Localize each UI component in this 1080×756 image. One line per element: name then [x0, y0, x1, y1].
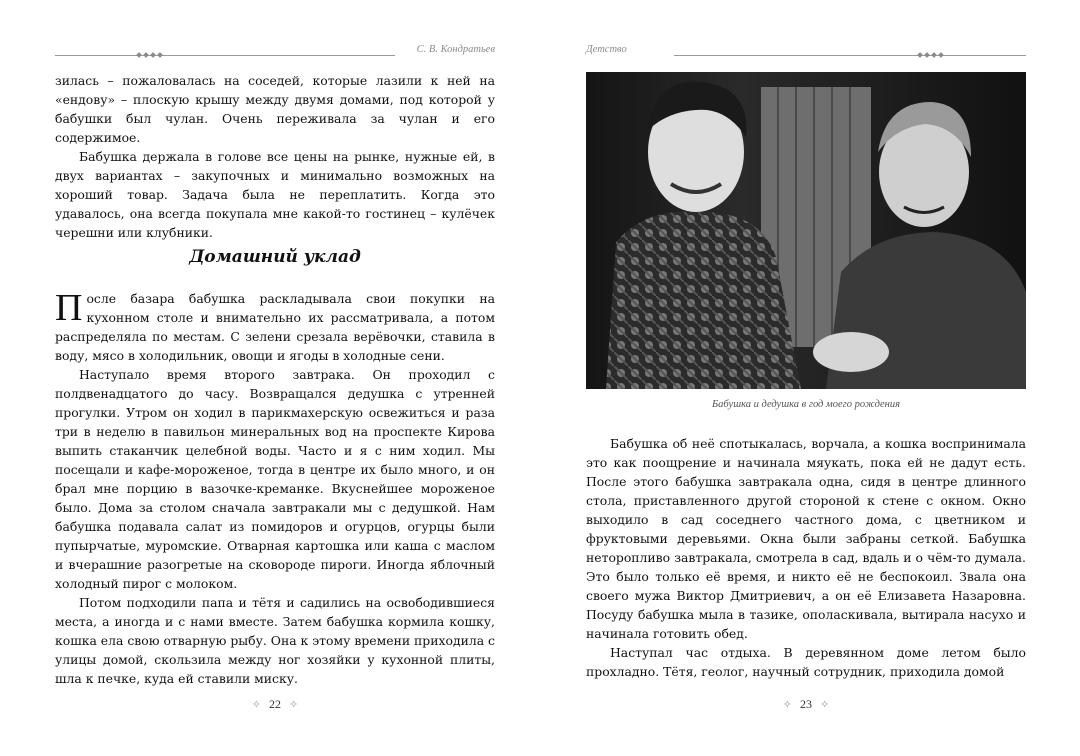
running-head-author: С. В. Кондратьев [416, 44, 495, 55]
photo-illustration [586, 72, 1026, 389]
folio-ornament: ✧ [820, 699, 830, 711]
paragraph-with-dropcap [55, 289, 495, 365]
section-title: Домашний уклад [189, 247, 361, 267]
paragraph: Бабушка держала в голове все цены на рынке, нужные ей, в двух вариантах – закупочных и минимально возможных на хороший товар. Задача была не переплатить. Когда это удавалось, она всегда покупала мне какой-то гостинец – кулёчек черешни или клубники. [55, 149, 495, 240]
photo-grandparents [586, 72, 1026, 389]
folio-ornament: ✧ [782, 699, 792, 711]
page-number-left [55, 697, 495, 712]
left-intro-text [55, 71, 495, 242]
page-number-right [586, 697, 1026, 712]
folio-ornament: ✧ [251, 699, 261, 711]
photo-caption: Бабушка и дедушка в год моего рождения [711, 399, 901, 410]
header-ornament [918, 51, 944, 59]
paragraph: Наступал час отдыха. В деревянном доме летом было прохладно. Тётя, геолог, научный сотрудник, приходила домой [586, 645, 1026, 679]
right-page [586, 0, 1026, 756]
right-body-text [586, 434, 1026, 681]
running-head-left [55, 42, 495, 62]
paragraph: Наступало время второго завтрака. Он проходил с полдвенадцатого до часу. Возвращался дедушка с утренней прогулки. Утром он ходил в парикмахерскую освежиться и раза три в неделю в павильон минеральных вод на проспекте Кирова выпить стаканчик целебной воды. Часто и я с ним ходил. Мы посещали и кафе-мороженое, тогда в центре их было много, и он брал мне порцию в вазочке-креманке. Вкуснейшее мороженое было. Дома за столом сначала завтракали мы с дедушкой. Нам бабушка подавала салат из помидоров и огурцов, огурцы были пупырчатые, муромские. Отварная картошка или каша с маслом и вчерашние разогретые на сковороде пироги. Иногда яблочный холодный пирог с молоком. [55, 367, 495, 591]
page-number: 22 [269, 697, 281, 711]
paragraph: Потом подходили папа и тётя и садились на освободившиеся места, а иногда и с нами вместе. Затем бабушка кормила кошку, кошка ела свою отварную рыбу. Она к этому времени приходила с улицы домой, скользила между ног хозяйки у кухонной плиты, шла к печке, куда ей ставили миску. [55, 595, 495, 686]
page-number: 23 [800, 697, 812, 711]
left-body-text [55, 289, 495, 688]
paragraph-text: осле базара бабушка раскладывала свои покупки на кухонном столе и внимательно их рассматривала, а потом распределяла по местам. С зелени срезала верёвочки, ставила в воду, мясо в холодильник, овощи и ягоды в холодные сени. [55, 291, 495, 363]
dropcap: П [55, 287, 83, 329]
header-rule [55, 55, 395, 56]
paragraph: зилась – пожаловалась на соседей, которые лазили к ней на «ендову» – плоскую крышу между двумя домами, под которой у бабушки был чулан. Очень переживала за чулан и его содержимое. [55, 73, 495, 145]
running-head-right [586, 42, 1026, 62]
running-head-chapter: Детство [586, 44, 627, 55]
header-ornament [137, 51, 163, 59]
paragraph: Бабушка об неё спотыкалась, ворчала, а кошка воспринимала это как поощрение и начинала мяукать, пока ей не дадут есть. После этого бабушка завтракала одна, сидя в центре длинного стола, приставленного другой стороной к стене с окном. Окно выходило в сад соседнего частного дома, с цветником и фруктовыми деревьями. Окна были забраны сеткой. Бабушка неторопливо завтракала, смотрела в сад, вдаль и о чём-то думала. Это было только её время, и никто её не беспокоил. Звала она своего мужа Виктор Дмитриевич, а он её Елизавета Назаровна. Посуду бабушка мыла в тазике, ополаскивала, вытирала насухо и начинала готовить обед. [586, 436, 1026, 641]
header-rule [674, 55, 1026, 56]
left-page [55, 0, 495, 756]
folio-ornament: ✧ [289, 699, 299, 711]
